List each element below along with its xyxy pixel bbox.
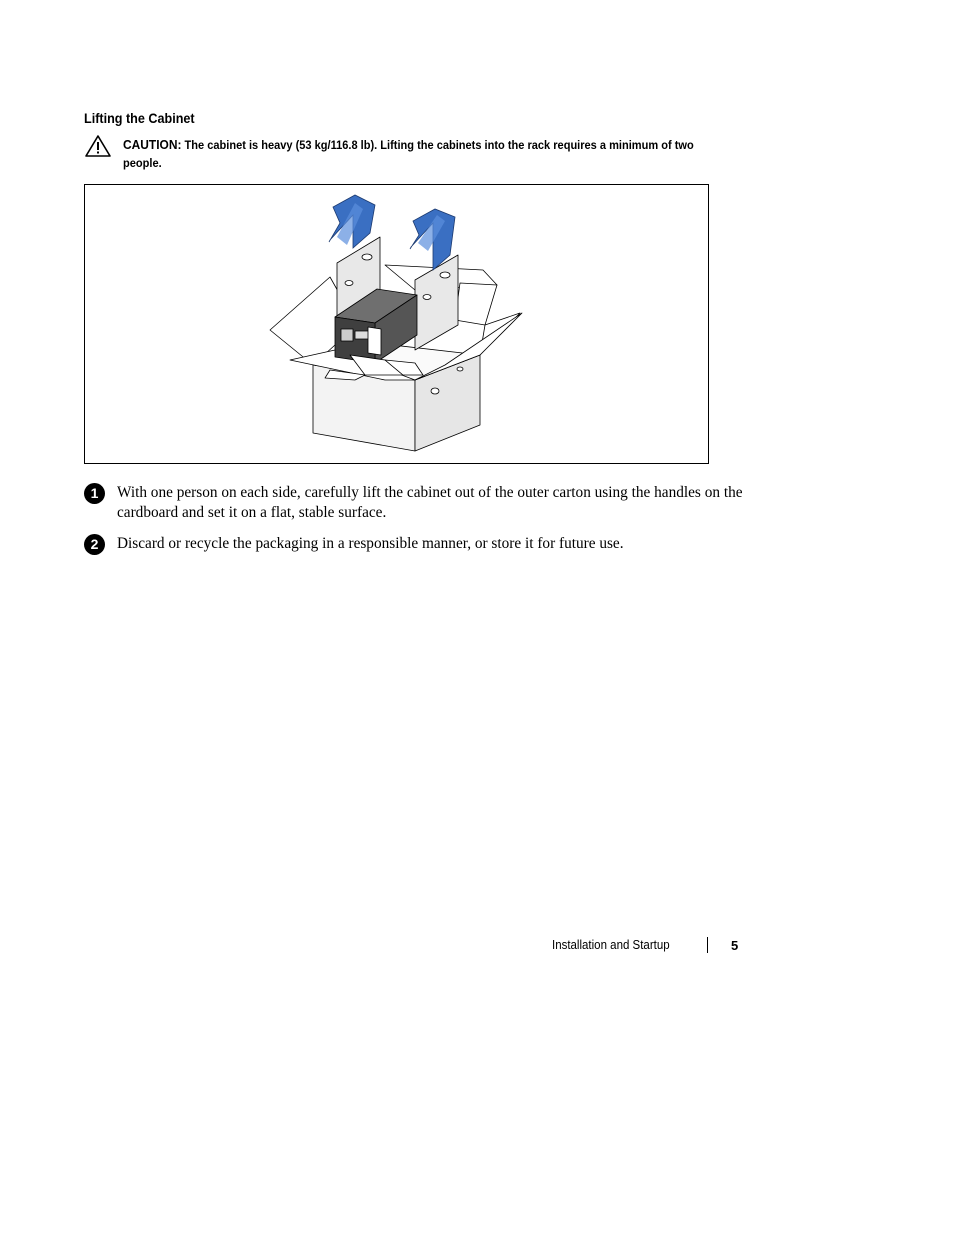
caution-body: The cabinet is heavy (53 kg/116.8 lb). Lifting the cabinets into the rack requires a minimum of two people.: [123, 138, 694, 170]
cabinet-lift-figure: [84, 184, 709, 464]
step-text: Discard or recycle the packaging in a responsible manner, or store it for future use.: [117, 535, 624, 552]
footer-divider: [707, 937, 708, 953]
caution-label: CAUTION:: [123, 137, 182, 152]
step-number-badge: 2: [84, 534, 105, 555]
step-text: With one person on each side, carefully lift the cabinet out of the outer carton using the handles on the cardboard and set it on a flat, stable surface.: [117, 484, 743, 521]
step-number-badge: 1: [84, 483, 105, 504]
warning-triangle-icon: [84, 134, 112, 158]
cabinet-lift-from-carton-illustration: [85, 185, 708, 463]
section-heading: Lifting the Cabinet: [84, 110, 195, 126]
footer-section-title: Installation and Startup: [552, 938, 670, 952]
caution-note: [123, 136, 712, 172]
page-number: 5: [731, 938, 739, 953]
step-1: [84, 483, 764, 528]
step-2: [84, 534, 764, 559]
